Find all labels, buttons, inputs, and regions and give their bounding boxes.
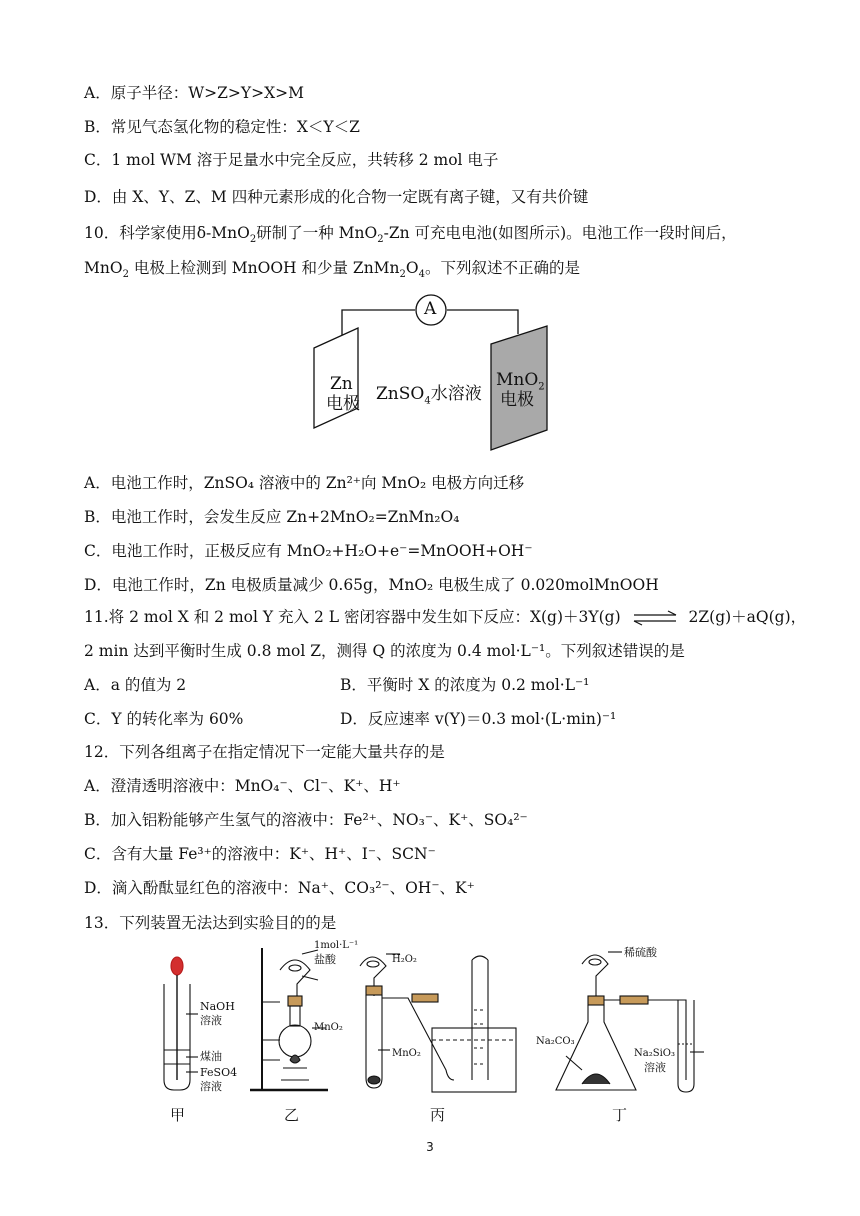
q9-option-a: A．原子半径：W>Z>Y>X>M: [84, 84, 304, 102]
q10-stem-part: 电极上检测到 MnOOH 和少量 ZnMn: [128, 259, 400, 277]
mno2-text: MnO: [496, 370, 539, 390]
jia-feso4-label-2: 溶液: [200, 1080, 222, 1093]
q10-stem-part: 10．科学家使用δ-MnO: [84, 224, 250, 242]
zn-electrode-label-1: Zn: [330, 374, 353, 394]
ammeter-label: A: [424, 299, 437, 319]
q12-option-b: B．加入铝粉能够产生氢气的溶液中：Fe²⁺、NO₃⁻、K⁺、SO₄²⁻: [84, 811, 528, 829]
q12-option-d: D．滴入酚酞显红色的溶液中：Na⁺、CO₃²⁻、OH⁻、K⁺: [84, 879, 475, 897]
q9-option-c: C．1 mol WM 溶于足量水中完全反应，共转移 2 mol 电子: [84, 151, 499, 169]
jia-naoh-label: NaOH: [200, 1000, 235, 1013]
q11-option-d: D．反应速率 v(Y)＝0.3 mol·(L·min)⁻¹: [340, 710, 617, 728]
ding-na2sio3-label: Na₂SiO₃: [634, 1048, 675, 1059]
q10-stem-part: -Zn 可充电电池(如图所示)。电池工作一段时间后，: [383, 224, 737, 242]
q10-option-a: A．电池工作时，ZnSO₄ 溶液中的 Zn²⁺向 MnO₂ 电极方向迁移: [84, 474, 525, 492]
ding-solution-label: 溶液: [644, 1061, 666, 1074]
q11-option-b: B．平衡时 X 的浓度为 0.2 mol·L⁻¹: [340, 676, 590, 694]
q10-stem-part: 。下列叙述不正确的是: [425, 259, 581, 277]
caption-bing: 丙: [430, 1106, 446, 1124]
jia-kerosene-label: 煤油: [200, 1050, 222, 1063]
q10-option-b: B．电池工作时，会发生反应 Zn+2MnO₂=ZnMn₂O₄: [84, 508, 460, 526]
q10-stem-part: O: [405, 259, 419, 277]
electrolyte-part: ZnSO: [376, 384, 425, 404]
electrolyte-label: ZnSO$_4$水溶液: [376, 384, 482, 407]
jia-naoh-label-2: 溶液: [200, 1014, 222, 1027]
q13-stem: 13．下列装置无法达到实验目的的是: [84, 914, 337, 932]
bing-mno2-label: MnO₂: [392, 1048, 421, 1059]
q12-stem: 12．下列各组离子在指定情况下一定能大量共存的是: [84, 743, 445, 761]
q11-option-c: C．Y 的转化率为 60%: [84, 710, 244, 728]
q11-stem-part: 11.将 2 mol X 和 2 mol Y 充入 2 L 密闭容器中发生如下反应：X(g)＋3Y(g): [84, 608, 621, 626]
yi-conc-label: 1mol·L⁻¹: [314, 940, 359, 951]
dropper-bulb-icon: [171, 957, 183, 975]
ding-acid-label: 稀硫酸: [624, 946, 657, 959]
caption-jia: 甲: [170, 1106, 186, 1124]
q10-stem-line1: 10．科学家使用δ-MnO$_2$研制了一种 MnO$_2$-Zn 可充电电池(如图所示)。电池工作一段时间后，: [84, 224, 737, 246]
apparatus-yi: [250, 948, 328, 1090]
yi-hcl-label: 盐酸: [314, 953, 336, 966]
q12-option-c: C．含有大量 Fe³⁺的溶液中：K⁺、H⁺、I⁻、SCN⁻: [84, 845, 436, 863]
q10-stem-part: MnO: [84, 259, 123, 277]
q9-option-b: B．常见气态氢化物的稳定性：X＜Y＜Z: [84, 118, 360, 136]
ding-na2co3-label: Na₂CO₃: [536, 1036, 575, 1047]
electrolyte-part: 水溶液: [430, 384, 482, 404]
mno2-electrode-label-1: MnO$_2$: [496, 370, 545, 393]
q11-stem-part: 2Z(g)＋aQ(g)，: [688, 608, 807, 626]
q10-option-c: C．电池工作时，正极反应有 MnO₂+H₂O+e⁻=MnOOH+OH⁻: [84, 542, 533, 560]
equilibrium-arrow-icon: [632, 610, 678, 626]
q11-stem-line2: 2 min 达到平衡时生成 0.8 mol Z，测得 Q 的浓度为 0.4 mol·L⁻¹。下列叙述错误的是: [84, 642, 685, 660]
caption-ding: 丁: [612, 1106, 628, 1124]
yi-mno2-label: MnO₂: [314, 1022, 343, 1033]
q12-option-a: A．澄清透明溶液中：MnO₄⁻、Cl⁻、K⁺、H⁺: [84, 777, 401, 795]
page-number: 3: [426, 1140, 434, 1154]
q10-option-d: D．电池工作时，Zn 电极质量减少 0.65g，MnO₂ 电极生成了 0.020molMnOOH: [84, 576, 659, 594]
q10-stem-line2: MnO$_2$ 电极上检测到 MnOOH 和少量 $ZnMn_2O_4$。下列叙述不正确的是: [84, 259, 581, 281]
apparatus-bing: [360, 954, 516, 1092]
bing-h2o2-label: H₂O₂: [392, 954, 417, 965]
q11-option-a: A．a 的值为 2: [84, 676, 187, 694]
caption-yi: 乙: [284, 1106, 300, 1124]
jia-feso4-label: FeSO4: [200, 1066, 238, 1079]
q11-stem-line1: [84, 606, 806, 628]
q9-option-d: D．由 X、Y、Z、M 四种元素形成的化合物一定既有离子键，又有共价键: [84, 188, 589, 206]
mno2-electrode-label-2: 电极: [500, 390, 534, 410]
apparatus-ding: [556, 952, 704, 1092]
zn-electrode-label-2: 电极: [326, 394, 360, 414]
q10-stem-part: 研制了一种 MnO: [256, 224, 378, 242]
apparatus-jia: [164, 957, 198, 1090]
